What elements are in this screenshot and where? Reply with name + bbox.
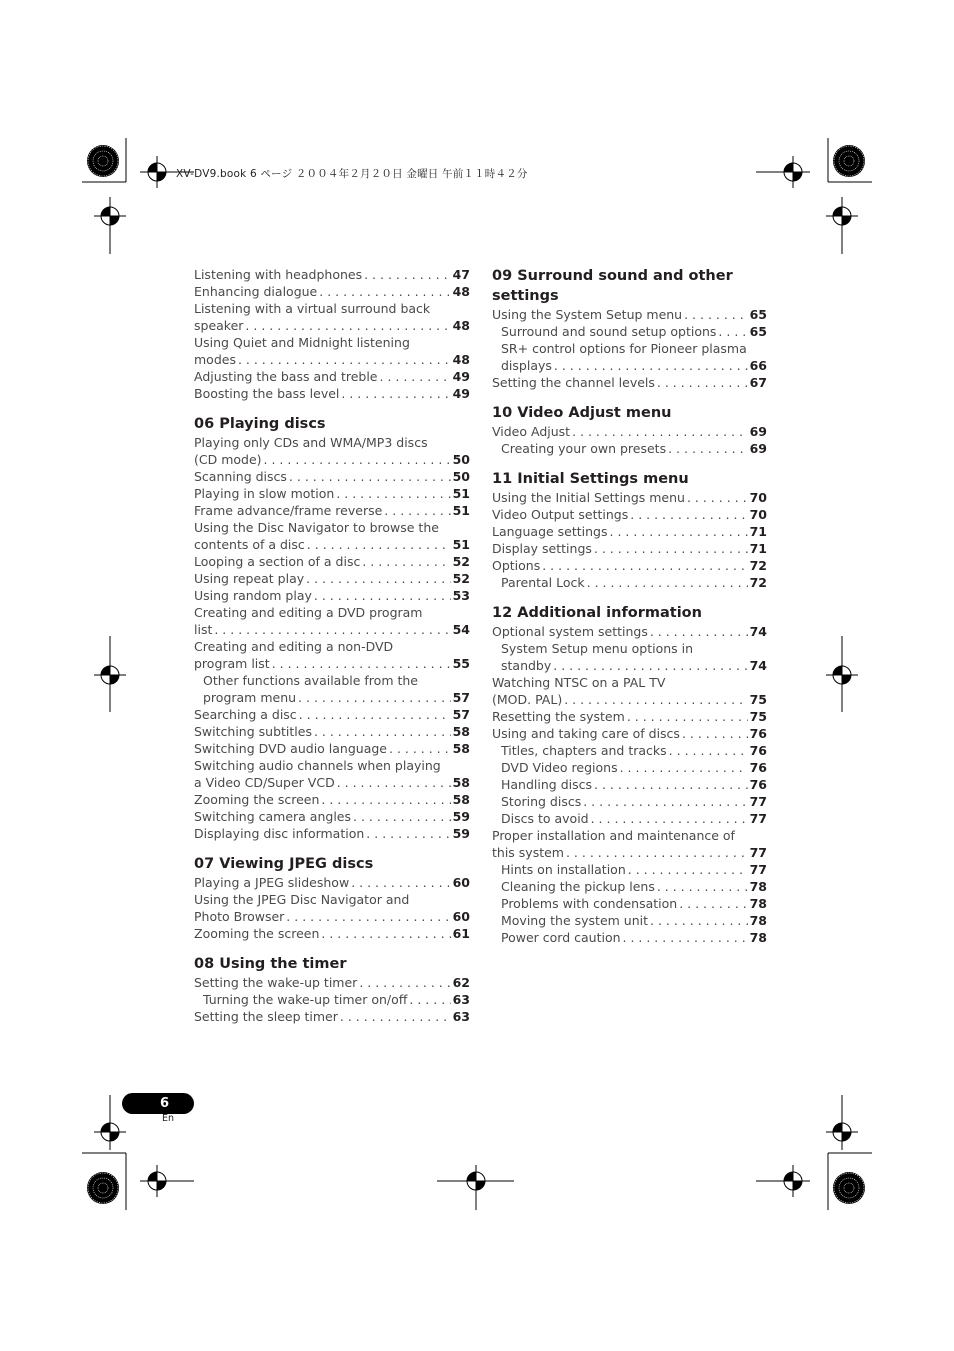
toc-entry-title: Frame advance/frame reverse: [194, 503, 383, 518]
toc-page-number: 57: [452, 707, 470, 722]
toc-leader-dots: [650, 623, 748, 640]
toc-entry-title: Video Output settings: [492, 507, 629, 522]
toc-entry[interactable]: [194, 519, 470, 553]
toc-leader-dots: [657, 878, 748, 895]
toc-entry[interactable]: [492, 708, 767, 725]
toc-entry-title: Displaying disc information: [194, 826, 365, 841]
toc-section-title[interactable]: 12 Additional information: [492, 605, 702, 621]
toc-page-number: 63: [452, 992, 470, 1007]
toc-leader-dots: [389, 740, 451, 757]
toc-entry-title: a Video CD/Super VCD: [194, 775, 335, 790]
toc-entry[interactable]: [492, 557, 767, 574]
toc-leader-dots: [572, 423, 748, 440]
toc-page-number: 62: [452, 975, 470, 990]
toc-entry[interactable]: [492, 440, 767, 457]
toc-page-number: 52: [452, 554, 470, 569]
toc-page-number: 78: [749, 913, 767, 928]
toc-entry-title: Setting the sleep timer: [194, 1009, 338, 1024]
toc-page-number: 60: [452, 875, 470, 890]
toc-entry[interactable]: [194, 334, 470, 368]
toc-page-number: 71: [749, 524, 767, 539]
toc-page-number: 58: [452, 741, 470, 756]
toc-leader-dots: [351, 874, 450, 891]
toc-leader-dots: [359, 974, 450, 991]
toc-entry[interactable]: [492, 489, 767, 506]
toc-entry[interactable]: [194, 368, 470, 385]
toc-entry-title-line: Playing only CDs and WMA/MP3 discs: [194, 435, 428, 450]
toc-leader-dots: [628, 861, 748, 878]
toc-continued-entries: [194, 266, 470, 402]
toc-right-sections: [492, 266, 767, 946]
toc-entry-title: Using random play: [194, 588, 312, 603]
toc-leader-dots: [566, 844, 748, 861]
toc-leader-dots: [366, 825, 450, 842]
toc-entry-title: Parental Lock: [501, 575, 585, 590]
toc-entry[interactable]: [492, 725, 767, 742]
toc-entry-title: Setting the channel levels: [492, 375, 655, 390]
toc-page-number: 57: [452, 690, 470, 705]
toc-entry-title: Language settings: [492, 524, 608, 539]
toc-page-number: 53: [452, 588, 470, 603]
toc-entry[interactable]: [492, 929, 767, 946]
toc-leader-dots: [687, 489, 748, 506]
toc-page-number: 58: [452, 792, 470, 807]
toc-entry-title: Scanning discs: [194, 469, 287, 484]
toc-page-number: 48: [452, 352, 470, 367]
toc-entry-title: program menu: [203, 690, 297, 705]
toc-entry-title: Setting the wake-up timer: [194, 975, 358, 990]
toc-entry-title: (CD mode): [194, 452, 262, 467]
toc-entry[interactable]: [194, 825, 470, 842]
toc-entry-title: Creating your own presets: [501, 441, 667, 456]
toc-entry[interactable]: [492, 374, 767, 391]
toc-entry[interactable]: [194, 808, 470, 825]
toc-entry-title: Hints on installation: [501, 862, 626, 877]
toc-page-number: 48: [452, 284, 470, 299]
toc-entry-title: Playing in slow motion: [194, 486, 335, 501]
toc-page-number: 58: [452, 724, 470, 739]
toc-entry[interactable]: [492, 623, 767, 640]
toc-leader-dots: [340, 1008, 451, 1025]
toc-entry-title-line: Creating and editing a DVD program: [194, 605, 423, 620]
toc-page-number: 76: [749, 777, 767, 792]
toc-entry[interactable]: [194, 740, 470, 757]
toc-page-number: 70: [749, 507, 767, 522]
toc-entry-title: Turning the wake-up timer on/off: [203, 992, 408, 1007]
toc-entry[interactable]: [194, 757, 470, 791]
toc-leader-dots: [623, 929, 748, 946]
toc-page-number: 69: [749, 441, 767, 456]
toc-entry-title-line: Listening with a virtual surround back: [194, 301, 431, 316]
toc-leader-dots: [718, 323, 747, 340]
toc-leader-dots: [554, 357, 748, 374]
toc-page-number: 59: [452, 826, 470, 841]
toc-page-number: 65: [749, 324, 767, 339]
toc-entry-title: Surround and sound setup options: [501, 324, 717, 339]
toc-leader-dots: [319, 283, 450, 300]
toc-right-column: [492, 266, 767, 946]
toc-leader-dots: [650, 912, 748, 929]
toc-entry-title: Playing a JPEG slideshow: [194, 875, 350, 890]
toc-entry-title: Display settings: [492, 541, 592, 556]
toc-entry[interactable]: [194, 468, 470, 485]
toc-entry-title: Cleaning the pickup lens: [501, 879, 655, 894]
toc-entry[interactable]: [194, 891, 470, 925]
toc-entry-title: Titles, chapters and tracks: [501, 743, 667, 758]
toc-leader-dots: [362, 553, 450, 570]
toc-leader-dots: [409, 991, 450, 1008]
toc-leader-dots: [264, 451, 451, 468]
toc-entry[interactable]: [492, 540, 767, 557]
toc-entry-title: Adjusting the bass and treble: [194, 369, 378, 384]
toc-leader-dots: [668, 440, 747, 457]
toc-left-sections: [194, 414, 470, 1025]
toc-leader-dots: [337, 774, 451, 791]
toc-leader-dots: [245, 317, 450, 334]
toc-section-title[interactable]: 10 Video Adjust menu: [492, 405, 672, 421]
toc-entry-title: Looping a section of a disc: [194, 554, 361, 569]
toc-leader-dots: [587, 574, 748, 591]
toc-page-number: 50: [452, 452, 470, 467]
toc-entry-title: DVD Video regions: [501, 760, 618, 775]
toc-page-number: 75: [749, 709, 767, 724]
toc-leader-dots: [380, 368, 451, 385]
toc-entry[interactable]: [194, 553, 470, 570]
toc-page-number: 75: [749, 692, 767, 707]
toc-leader-dots: [679, 895, 747, 912]
toc-entry-title: Using and taking care of discs: [492, 726, 680, 741]
toc-leader-dots: [564, 691, 747, 708]
toc-page-number: 55: [452, 656, 470, 671]
toc-entry-title: program list: [194, 656, 270, 671]
toc-entry-title: (MOD. PAL): [492, 692, 563, 707]
toc-entry[interactable]: [492, 793, 767, 810]
toc-entry[interactable]: [194, 638, 470, 672]
toc-entry[interactable]: [492, 810, 767, 827]
toc-leader-dots: [542, 557, 747, 574]
toc-leader-dots: [272, 655, 451, 672]
page-language: En: [162, 1113, 175, 1124]
toc-leader-dots: [298, 689, 451, 706]
toc-page-number: 51: [452, 486, 470, 501]
page-number-badge: [122, 1093, 194, 1114]
toc-page-number: 61: [452, 926, 470, 941]
toc-leader-dots: [214, 621, 450, 638]
toc-entry[interactable]: [194, 266, 470, 283]
toc-entry[interactable]: [492, 574, 767, 591]
toc-leader-dots: [630, 506, 747, 523]
toc-entry-title: Zooming the screen: [194, 792, 320, 807]
toc-leader-dots: [364, 266, 450, 283]
toc-entry-title-line: Switching audio channels when playing: [194, 758, 441, 773]
toc-entry-title: Searching a disc: [194, 707, 297, 722]
toc-entry[interactable]: [492, 776, 767, 793]
toc-leader-dots: [336, 485, 450, 502]
toc-entry[interactable]: [194, 925, 470, 942]
toc-page-number: 54: [452, 622, 470, 637]
toc-entry[interactable]: [194, 485, 470, 502]
toc-entry[interactable]: [492, 895, 767, 912]
toc-left-column: [194, 266, 470, 1025]
toc-entry-title: modes: [194, 352, 236, 367]
toc-leader-dots: [321, 925, 450, 942]
toc-entry-title-line: Using the Disc Navigator to browse the: [194, 520, 439, 535]
toc-entry[interactable]: [492, 912, 767, 929]
toc-entry[interactable]: [194, 991, 470, 1008]
toc-entry-title: list: [194, 622, 213, 637]
toc-page-number: 77: [749, 811, 767, 826]
toc-page-number: 72: [749, 575, 767, 590]
toc-leader-dots: [620, 759, 748, 776]
toc-entry[interactable]: [194, 706, 470, 723]
toc-entry[interactable]: [194, 300, 470, 334]
toc-entry[interactable]: [492, 506, 767, 523]
toc-entry-title-line: Using the JPEG Disc Navigator and: [194, 892, 410, 907]
toc-entry-title: Video Adjust: [492, 424, 571, 439]
toc-leader-dots: [610, 523, 748, 540]
toc-leader-dots: [307, 536, 451, 553]
toc-entry-title: Using the System Setup menu: [492, 307, 683, 322]
toc-leader-dots: [682, 725, 748, 742]
toc-page-number: 49: [452, 369, 470, 384]
toc-entry[interactable]: [492, 878, 767, 895]
toc-entry-title: Discs to avoid: [501, 811, 589, 826]
toc-entry[interactable]: [492, 742, 767, 759]
toc-leader-dots: [594, 776, 748, 793]
toc-leader-dots: [594, 540, 748, 557]
toc-page-number: 72: [749, 558, 767, 573]
toc-entry-title: Switching DVD audio language: [194, 741, 387, 756]
toc-entry[interactable]: [492, 861, 767, 878]
toc-leader-dots: [591, 810, 748, 827]
toc-entry-title: speaker: [194, 318, 244, 333]
toc-page-number: 77: [749, 862, 767, 877]
toc-entry-title: Listening with headphones: [194, 267, 363, 282]
toc-entry-title: this system: [492, 845, 564, 860]
toc-section-title[interactable]: 07 Viewing JPEG discs: [194, 856, 374, 872]
toc-leader-dots: [238, 351, 451, 368]
toc-leader-dots: [321, 791, 450, 808]
toc-entry[interactable]: [194, 283, 470, 300]
toc-page-number: 59: [452, 809, 470, 824]
toc-page-number: 76: [749, 760, 767, 775]
toc-entry[interactable]: [492, 759, 767, 776]
toc-page-number: 65: [749, 307, 767, 322]
toc-page-number: 78: [749, 896, 767, 911]
toc-page-number: 58: [452, 775, 470, 790]
toc-entry[interactable]: [194, 434, 470, 468]
toc-entry-title: Storing discs: [501, 794, 582, 809]
toc-page-number: 51: [452, 537, 470, 552]
toc-entry[interactable]: [194, 587, 470, 604]
toc-leader-dots: [306, 570, 450, 587]
toc-entry-title: contents of a disc: [194, 537, 305, 552]
toc-leader-dots: [627, 708, 748, 725]
toc-entry-title-line: Other functions available from the: [203, 673, 418, 688]
toc-entry[interactable]: [194, 502, 470, 519]
toc-entry[interactable]: [492, 423, 767, 440]
toc-leader-dots: [657, 374, 748, 391]
toc-page-number: 60: [452, 909, 470, 924]
toc-entry[interactable]: [194, 874, 470, 891]
toc-entry[interactable]: [194, 974, 470, 991]
toc-entry-title: Optional system settings: [492, 624, 648, 639]
toc-entry[interactable]: [194, 1008, 470, 1025]
toc-entry-title: Problems with condensation: [501, 896, 678, 911]
toc-page-number: 71: [749, 541, 767, 556]
toc-entry[interactable]: [194, 570, 470, 587]
toc-page-number: 74: [749, 624, 767, 639]
toc-leader-dots: [669, 742, 748, 759]
toc-entry-title: Options: [492, 558, 541, 573]
toc-entry-title: Zooming the screen: [194, 926, 320, 941]
toc-entry-title: Boosting the bass level: [194, 386, 340, 401]
toc-leader-dots: [314, 723, 451, 740]
toc-entry-title: Power cord caution: [501, 930, 621, 945]
file-header-line: XV-DV9.book 6 ページ ２００４年２月２０日 金曜日 午前１１時４２分: [176, 168, 528, 180]
toc-entry-title-line: Creating and editing a non-DVD: [194, 639, 394, 654]
toc-entry[interactable]: [194, 604, 470, 638]
toc-section-title[interactable]: 06 Playing discs: [194, 416, 326, 432]
toc-page-number: 76: [749, 726, 767, 741]
toc-entry-title: standby: [501, 658, 552, 673]
toc-entry[interactable]: [492, 523, 767, 540]
toc-page-number: 77: [749, 845, 767, 860]
toc-entry[interactable]: [194, 385, 470, 402]
toc-page-number: 78: [749, 930, 767, 945]
toc-entry[interactable]: [194, 723, 470, 740]
toc-entry-title: Handling discs: [501, 777, 592, 792]
toc-entry-title: Moving the system unit: [501, 913, 649, 928]
toc-page-number: 70: [749, 490, 767, 505]
toc-entry[interactable]: [492, 674, 767, 708]
toc-entry-title: Switching camera angles: [194, 809, 351, 824]
toc-entry-title: Enhancing dialogue: [194, 284, 318, 299]
toc-leader-dots: [289, 468, 451, 485]
toc-page-number: 69: [749, 424, 767, 439]
toc-entry[interactable]: [194, 791, 470, 808]
toc-leader-dots: [583, 793, 747, 810]
toc-entry-title-line: Watching NTSC on a PAL TV: [492, 675, 666, 690]
toc-page-number: 49: [452, 386, 470, 401]
toc-page-number: 66: [749, 358, 767, 373]
toc-page-number: 47: [452, 267, 470, 282]
toc-page-number: 63: [452, 1009, 470, 1024]
toc-entry-title-line: Proper installation and maintenance of: [492, 828, 735, 843]
toc-entry-title-line: System Setup menu options in: [501, 641, 694, 656]
toc-entry[interactable]: [492, 323, 767, 340]
toc-page-number: 78: [749, 879, 767, 894]
toc-page-number: 52: [452, 571, 470, 586]
toc-entry-title-line: SR+ control options for Pioneer plasma: [501, 341, 747, 356]
toc-entry[interactable]: [492, 640, 767, 674]
toc-entry-title: displays: [501, 358, 552, 373]
toc-leader-dots: [684, 306, 747, 323]
toc-entry-title: Switching subtitles: [194, 724, 312, 739]
toc-section-title[interactable]: 08 Using the timer: [194, 956, 347, 972]
toc-leader-dots: [299, 706, 451, 723]
toc-page-number: 76: [749, 743, 767, 758]
toc-entry-title: Resetting the system: [492, 709, 625, 724]
toc-section-title[interactable]: 11 Initial Settings menu: [492, 471, 689, 487]
toc-entry[interactable]: [492, 306, 767, 323]
toc-page-number: 77: [749, 794, 767, 809]
toc-leader-dots: [286, 908, 450, 925]
toc-leader-dots: [341, 385, 450, 402]
toc-page-number: 74: [749, 658, 767, 673]
toc-page-number: 51: [452, 503, 470, 518]
toc-leader-dots: [384, 502, 450, 519]
toc-leader-dots: [314, 587, 451, 604]
toc-entry[interactable]: [492, 340, 767, 374]
toc-entry[interactable]: [194, 672, 470, 706]
toc-entry[interactable]: [492, 827, 767, 861]
toc-entry-title: Using the Initial Settings menu: [492, 490, 685, 505]
toc-leader-dots: [353, 808, 451, 825]
toc-page-number: 48: [452, 318, 470, 333]
toc-section-title[interactable]: 09 Surround sound and other settings: [492, 268, 733, 304]
toc-page-number: 67: [749, 375, 767, 390]
toc-entry-title: Using repeat play: [194, 571, 305, 586]
toc-entry-title: Photo Browser: [194, 909, 285, 924]
toc-page-number: 50: [452, 469, 470, 484]
toc-entry-title-line: Using Quiet and Midnight listening: [194, 335, 410, 350]
toc-leader-dots: [553, 657, 747, 674]
page-number: 6: [160, 1096, 170, 1111]
